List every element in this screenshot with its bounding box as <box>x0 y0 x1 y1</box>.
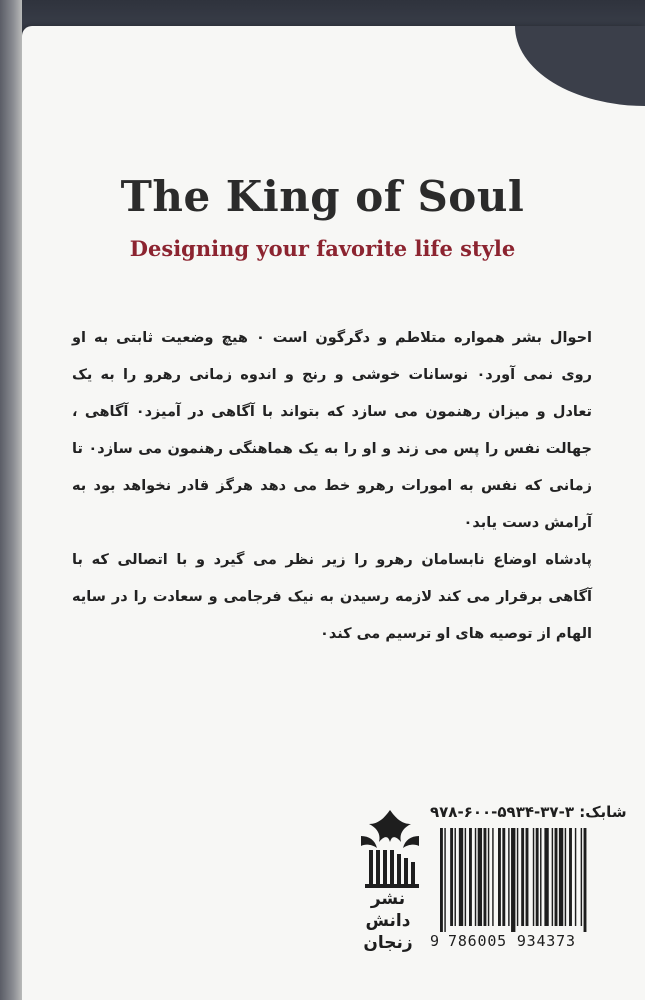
barcode-bar <box>575 828 576 926</box>
barcode-bar <box>455 828 456 926</box>
barcode-bar <box>469 828 472 926</box>
barcode-bar <box>526 828 529 926</box>
back-cover-blurb <box>72 320 592 653</box>
barcode-bar <box>584 828 587 932</box>
blurb-paragraph-2: پادشاه اوضاع نابسامان رهرو را زیر نظر می گیرد و با اتصالی که با آگاهی برقرار می کند لازمه رسیدن به نیک فرجامی و سعادت را در سایه الهام از توصیه های او ترسیم می کند۰ <box>72 552 592 642</box>
isbn-label: شابک: ۳-۳۷-۵۹۳۴-۶۰۰-۹۷۸ <box>430 803 627 821</box>
barcode-bar <box>521 828 524 926</box>
barcode-bar <box>465 828 466 926</box>
barcode-bar <box>488 828 489 926</box>
barcode-lead-digit: 9 <box>430 932 440 950</box>
barcode-bar <box>459 828 463 926</box>
barcode-number: 786005 934373 <box>448 932 576 950</box>
publisher-line-2: زنجان <box>363 933 413 953</box>
barcode-bar <box>440 828 443 932</box>
barcode-bar <box>511 828 515 932</box>
barcode-bar <box>552 828 553 926</box>
publisher-logo-icon <box>355 806 425 890</box>
barcode-bar <box>444 828 445 932</box>
blurb-paragraph-1: احوال بشر همواره متلاطم و دگرگون است ۰ هیچ وضعیت ثابتی به او روی نمی آورد۰ نوسانات خوشی و رنج و اندوه زمانی رهرو را به یک تعادل و میزان رهنمون می سازد که بتواند با آگاهی در آمیزد۰ آگاهی ، جهالت نفس را پس می زند و او را به یک هماهنگی رهنمون می سازد۰ تا زمانی که نفس به امورات رهرو خط می دهد هرگز قادر نخواهد بود به آرامش دست یابد۰ <box>72 330 593 531</box>
barcode-bar <box>517 828 518 926</box>
barcode-bar <box>450 828 453 926</box>
barcode-bar <box>565 828 566 926</box>
barcode-bar <box>498 828 501 926</box>
barcode-bar <box>569 828 572 926</box>
barcode-bar <box>581 828 582 926</box>
barcode-bar <box>492 828 493 926</box>
book-spine-edge <box>0 0 22 1000</box>
barcode-bar <box>540 828 541 926</box>
barcode-bar <box>484 828 487 926</box>
barcode-bar <box>536 828 539 926</box>
book-subtitle: Designing your favorite life style <box>129 236 516 261</box>
barcode-bar <box>544 828 548 926</box>
barcode-bar <box>502 828 505 926</box>
barcode-bar <box>559 828 563 926</box>
barcode-bar <box>533 828 534 926</box>
barcode-bar <box>478 828 482 926</box>
publisher-name <box>348 888 428 954</box>
publisher-line-1: نشر دانش <box>365 889 411 931</box>
barcode-bar <box>508 828 509 926</box>
barcode-bar <box>475 828 476 926</box>
isbn-barcode <box>438 828 634 932</box>
book-title: The King of Soul <box>120 172 525 221</box>
barcode-bar <box>555 828 558 926</box>
